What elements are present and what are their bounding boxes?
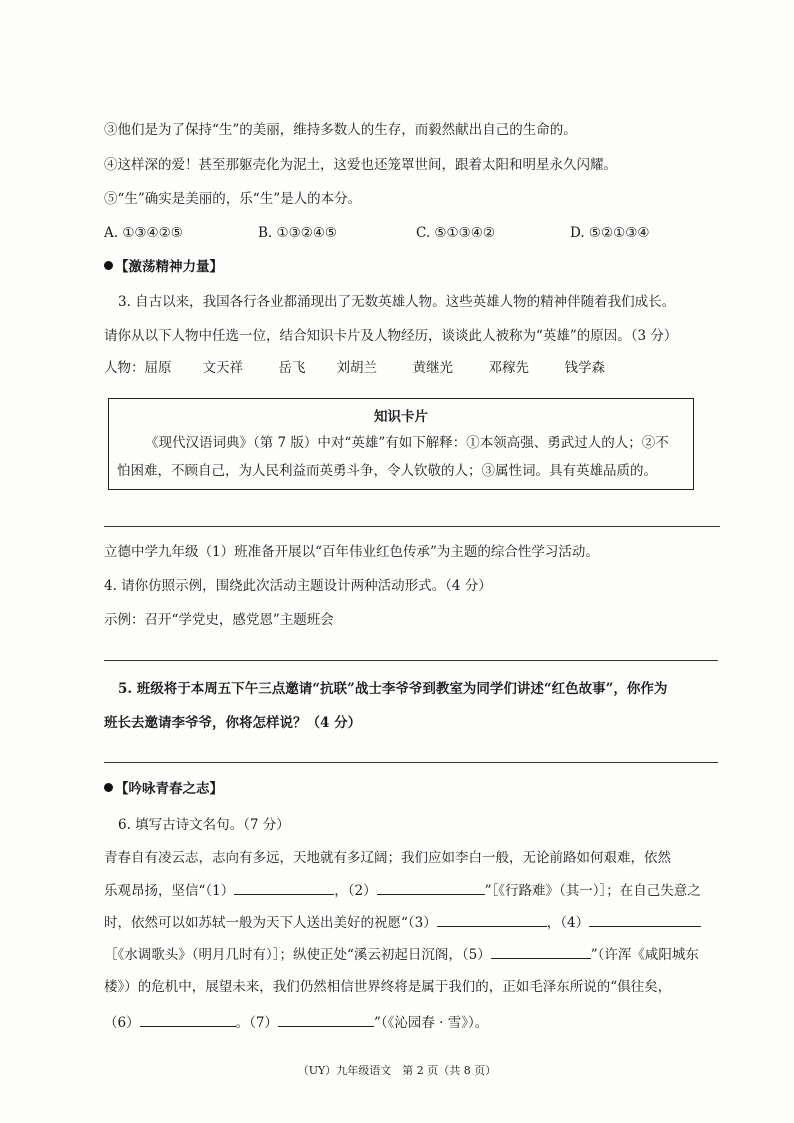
bullet-icon — [104, 783, 113, 792]
people-label: 人物： — [104, 360, 145, 376]
person: 黄继光 — [412, 360, 453, 376]
person: 邓稼先 — [488, 360, 529, 376]
q3-line2: 请你从以下人物中任选一位，结合知识卡片及人物经历，谈谈此人被称为“英雄”的原因。（3 分） — [104, 328, 678, 344]
option-c: C. ⑤①③④② — [416, 225, 495, 241]
q6-line3 — [104, 912, 701, 933]
person: 岳飞 — [278, 360, 306, 376]
card-title: 知识卡片 — [374, 409, 428, 425]
q6-text: ，（2） — [334, 883, 377, 899]
fill-blank-4[interactable] — [589, 912, 701, 927]
q6-text: ［《水调歌头》（明月几时有）］；纵使正处“溪云初起日沉阁，（5） — [104, 947, 491, 963]
q6-text: （6） — [104, 1015, 140, 1031]
bullet-icon — [104, 261, 113, 270]
q6-text: 时，依然可以如苏轼一般为天下人送出美好的祝愿“（3） — [104, 915, 437, 931]
section-title: 【激荡精神力量】 — [115, 259, 223, 275]
person: 文天祥 — [202, 360, 243, 376]
q3-line1: 3. 自古以来，我国各行各业都涌现出了无数英雄人物。这些英雄人物的精神伴随着我们成长。 — [118, 294, 676, 310]
statement-3: ③他们是为了保持“生”的美丽，维持多数人的生存，而毅然献出自己的生命的。 — [104, 122, 577, 138]
q4-example: 示例：召开“学党史，感党恩”主题班会 — [104, 612, 334, 628]
card-line1: 《现代汉语词典》（第 7 版）中对“英雄”有如下解释：①本领高强、勇武过人的人；②不 — [145, 435, 669, 451]
q4-line1: 4. 请你仿照示例，围绕此次活动主题设计两种活动形式。（4 分） — [104, 578, 492, 594]
q6-line2 — [104, 880, 701, 901]
activity-intro: 立德中学九年级（1）班准备开展以“百年伟业红色传承”为主题的综合性学习活动。 — [104, 544, 599, 560]
section-heading-youth — [104, 779, 223, 799]
section-heading-spirit — [104, 257, 223, 277]
person: 钱学森 — [564, 360, 605, 376]
person: 刘胡兰 — [336, 360, 377, 376]
fill-blank-6[interactable] — [140, 1012, 236, 1027]
q5-line1: 5. 班级将于本周五下午三点邀请“抗联”战士李爷爷到教室为同学们讲述“红色故事”，你作为 — [118, 681, 668, 697]
option-a: A. ①③④②⑤ — [104, 225, 183, 241]
option-d: D. ⑤②①③④ — [570, 225, 650, 241]
q6-line4 — [104, 944, 699, 965]
q6-text: 乐观昂扬，坚信“（1） — [104, 883, 235, 899]
card-line2: 怕困难，不顾自己，为人民利益而英勇斗争，令人钦敬的人；③属性词。具有英雄品质的。 — [117, 463, 657, 479]
q6-text: 。（7） — [235, 1015, 278, 1031]
answer-line-q5 — [104, 762, 718, 763]
answer-line-q4 — [104, 660, 718, 661]
q6-title: 6. 填写古诗文名句。（7 分） — [118, 817, 290, 833]
q6-text: ”（《沁园春 · 雪》）。 — [373, 1015, 489, 1031]
q6-line1: 青春自有凌云志，志向有多远，天地就有多辽阔；我们应如李白一般，无论前路如何艰难，依然 — [104, 850, 671, 866]
fill-blank-5[interactable] — [491, 944, 591, 959]
answer-line-q3 — [104, 526, 720, 527]
option-b: B. ①③②④⑤ — [258, 225, 338, 241]
q5-line2: 班长去邀请李爷爷，你将怎样说？（4 分） — [104, 715, 362, 731]
page-footer: （UY）九年级语文 第 2 页（共 8 页） — [297, 1064, 497, 1077]
person: 屈原 — [144, 360, 172, 376]
fill-blank-1[interactable] — [234, 880, 334, 895]
q6-text: ”（许浑《咸阳城东 — [590, 947, 699, 963]
statement-4: ④这样深的爱！甚至那躯壳化为泥土，这爱也还笼罩世间，跟着太阳和明星永久闪耀。 — [104, 157, 617, 173]
statement-5: ⑤“生”确实是美丽的，乐“生”是人的本分。 — [104, 191, 362, 207]
q6-line6 — [104, 1012, 488, 1033]
fill-blank-2[interactable] — [377, 880, 485, 895]
q6-line5: 楼》）的危机中，展望未来，我们仍然相信世界终将是属于我们的，正如毛泽东所说的“俱往矣， — [104, 979, 672, 995]
q6-text: ”［《行路难》（其一）］；在自己失意之 — [484, 883, 701, 899]
knowledge-card — [108, 398, 694, 490]
people-list — [104, 358, 605, 378]
fill-blank-7[interactable] — [278, 1012, 374, 1027]
section-title: 【吟咏青春之志】 — [115, 781, 223, 797]
fill-blank-3[interactable] — [437, 912, 547, 927]
q6-text: ，（4） — [546, 915, 590, 931]
